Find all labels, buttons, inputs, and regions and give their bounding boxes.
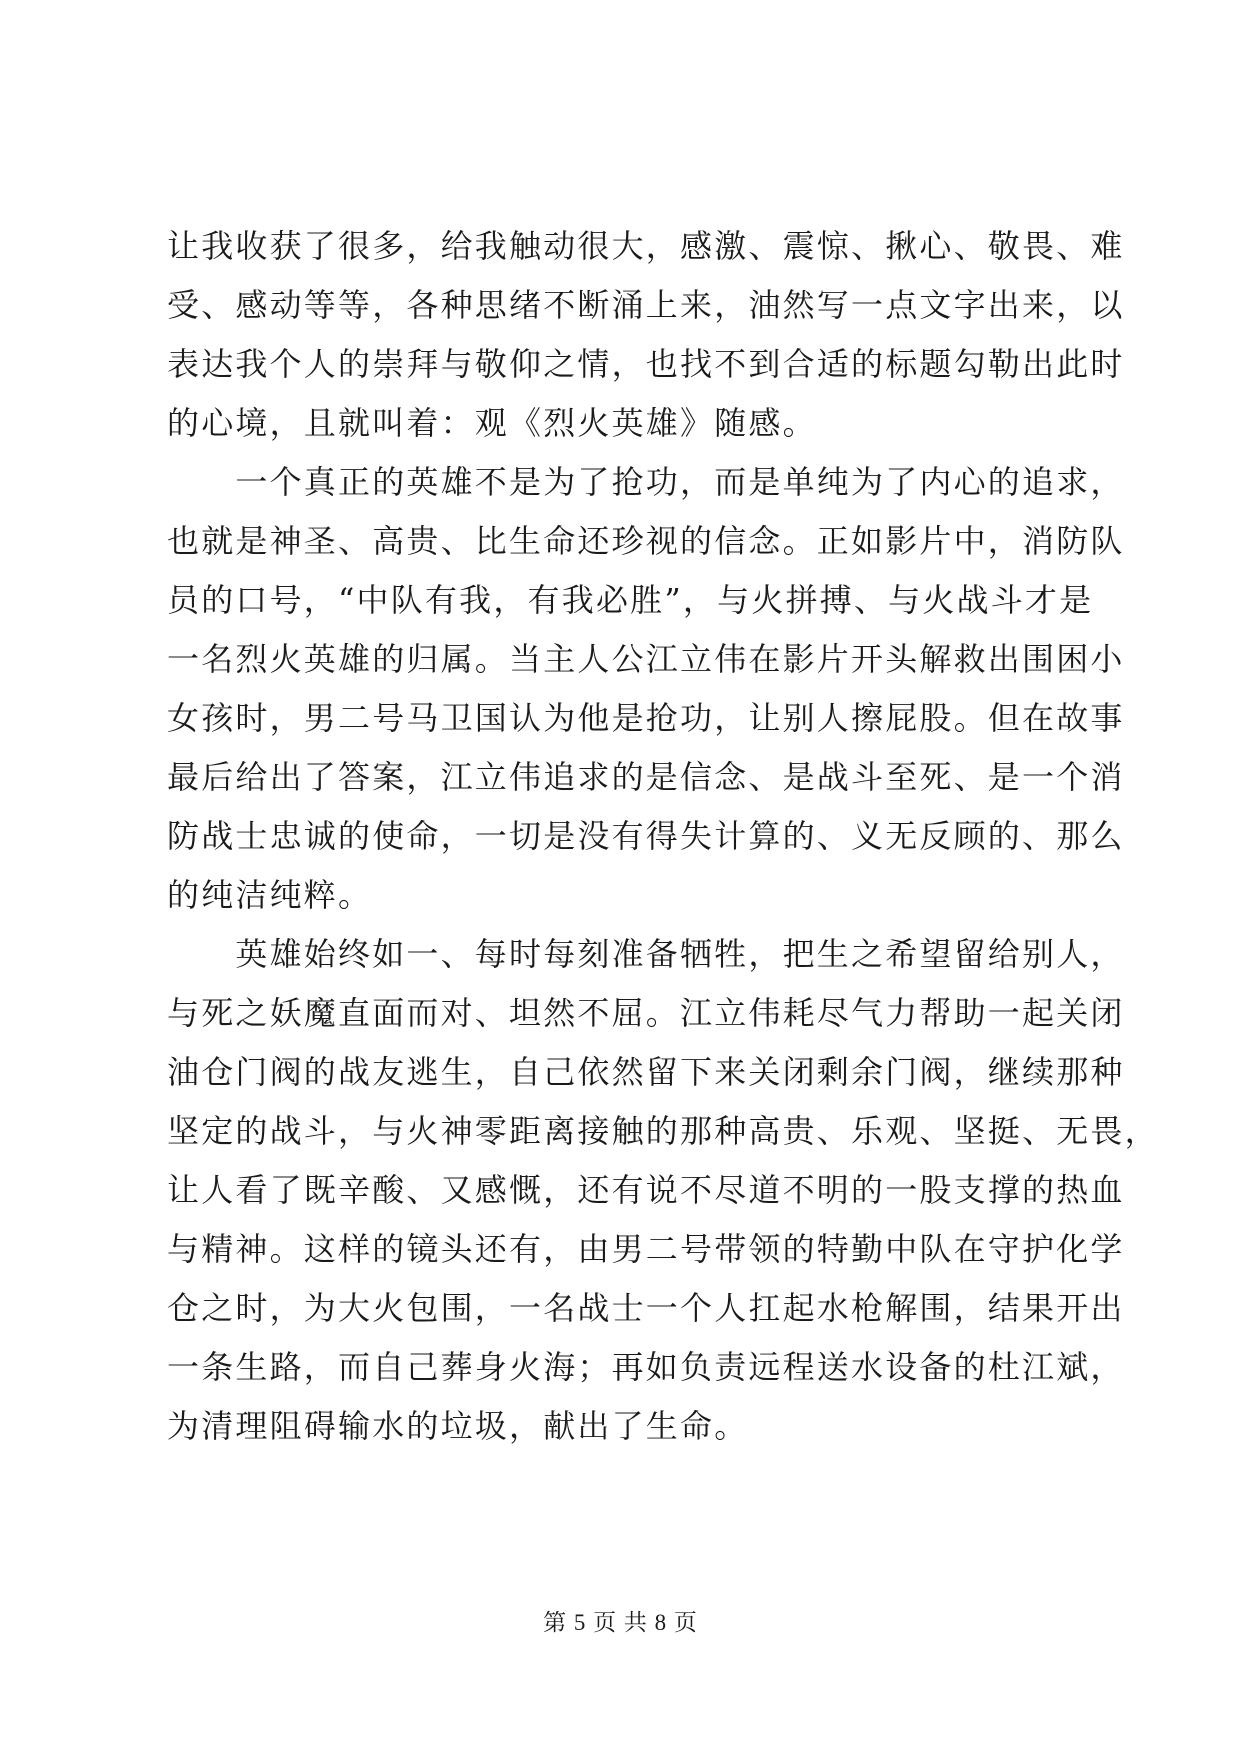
text-line: 让人看了既辛酸、又感慨，还有说不尽道不明的一股支撑的热血 xyxy=(167,1171,1125,1209)
text-line: 油仓门阀的战友逃生，自己依然留下来关闭剩余门阀，继续那种 xyxy=(167,1053,1125,1091)
text-line: 表达我个人的崇拜与敬仰之情，也找不到合适的标题勾勒出此时 xyxy=(167,345,1125,383)
text-line: 英雄始终如一、每时每刻准备牺牲，把生之希望留给别人， xyxy=(167,935,1125,973)
text-line: 的纯洁纯粹。 xyxy=(167,876,373,914)
text-line: 坚定的战斗，与火神零距离接触的那种高贵、乐观、坚挺、无畏， xyxy=(167,1112,1159,1150)
text-line: 一条生路，而自己葬身火海；再如负责远程送水设备的杜江斌， xyxy=(167,1348,1125,1386)
text-line: 与精神。这样的镜头还有，由男二号带领的特勤中队在守护化学 xyxy=(167,1230,1125,1268)
text-line: 也就是神圣、高贵、比生命还珍视的信念。正如影片中，消防队 xyxy=(167,522,1125,560)
text-line: 女孩时，男二号马卫国认为他是抢功，让别人擦屁股。但在故事 xyxy=(167,699,1125,737)
text-line: 与死之妖魔直面而对、坦然不屈。江立伟耗尽气力帮助一起关闭 xyxy=(167,994,1125,1032)
text-line: 仓之时，为大火包围，一名战士一个人扛起水枪解围，结果开出 xyxy=(167,1289,1125,1327)
text-line: 让我收获了很多，给我触动很大，感激、震惊、揪心、敬畏、难 xyxy=(167,227,1125,265)
text-line: 一名烈火英雄的归属。当主人公江立伟在影片开头解救出围困小 xyxy=(167,640,1125,678)
text-line: 防战士忠诚的使命，一切是没有得失计算的、义无反顾的、那么 xyxy=(167,817,1125,855)
text-line: 受、感动等等，各种思绪不断涌上来，油然写一点文字出来，以 xyxy=(167,286,1125,324)
text-line: 员的口号，“中队有我，有我必胜”，与火拼搏、与火战斗才是 xyxy=(167,581,1094,619)
text-line: 一个真正的英雄不是为了抢功，而是单纯为了内心的追求， xyxy=(167,463,1125,501)
text-line: 最后给出了答案，江立伟追求的是信念、是战斗至死、是一个消 xyxy=(167,758,1125,796)
page-number-footer: 第 5 页 共 8 页 xyxy=(543,1610,698,1635)
text-line: 的心境，且就叫着：观《烈火英雄》随感。 xyxy=(167,404,817,442)
text-line: 为清理阻碍输水的垃圾，献出了生命。 xyxy=(167,1407,749,1445)
